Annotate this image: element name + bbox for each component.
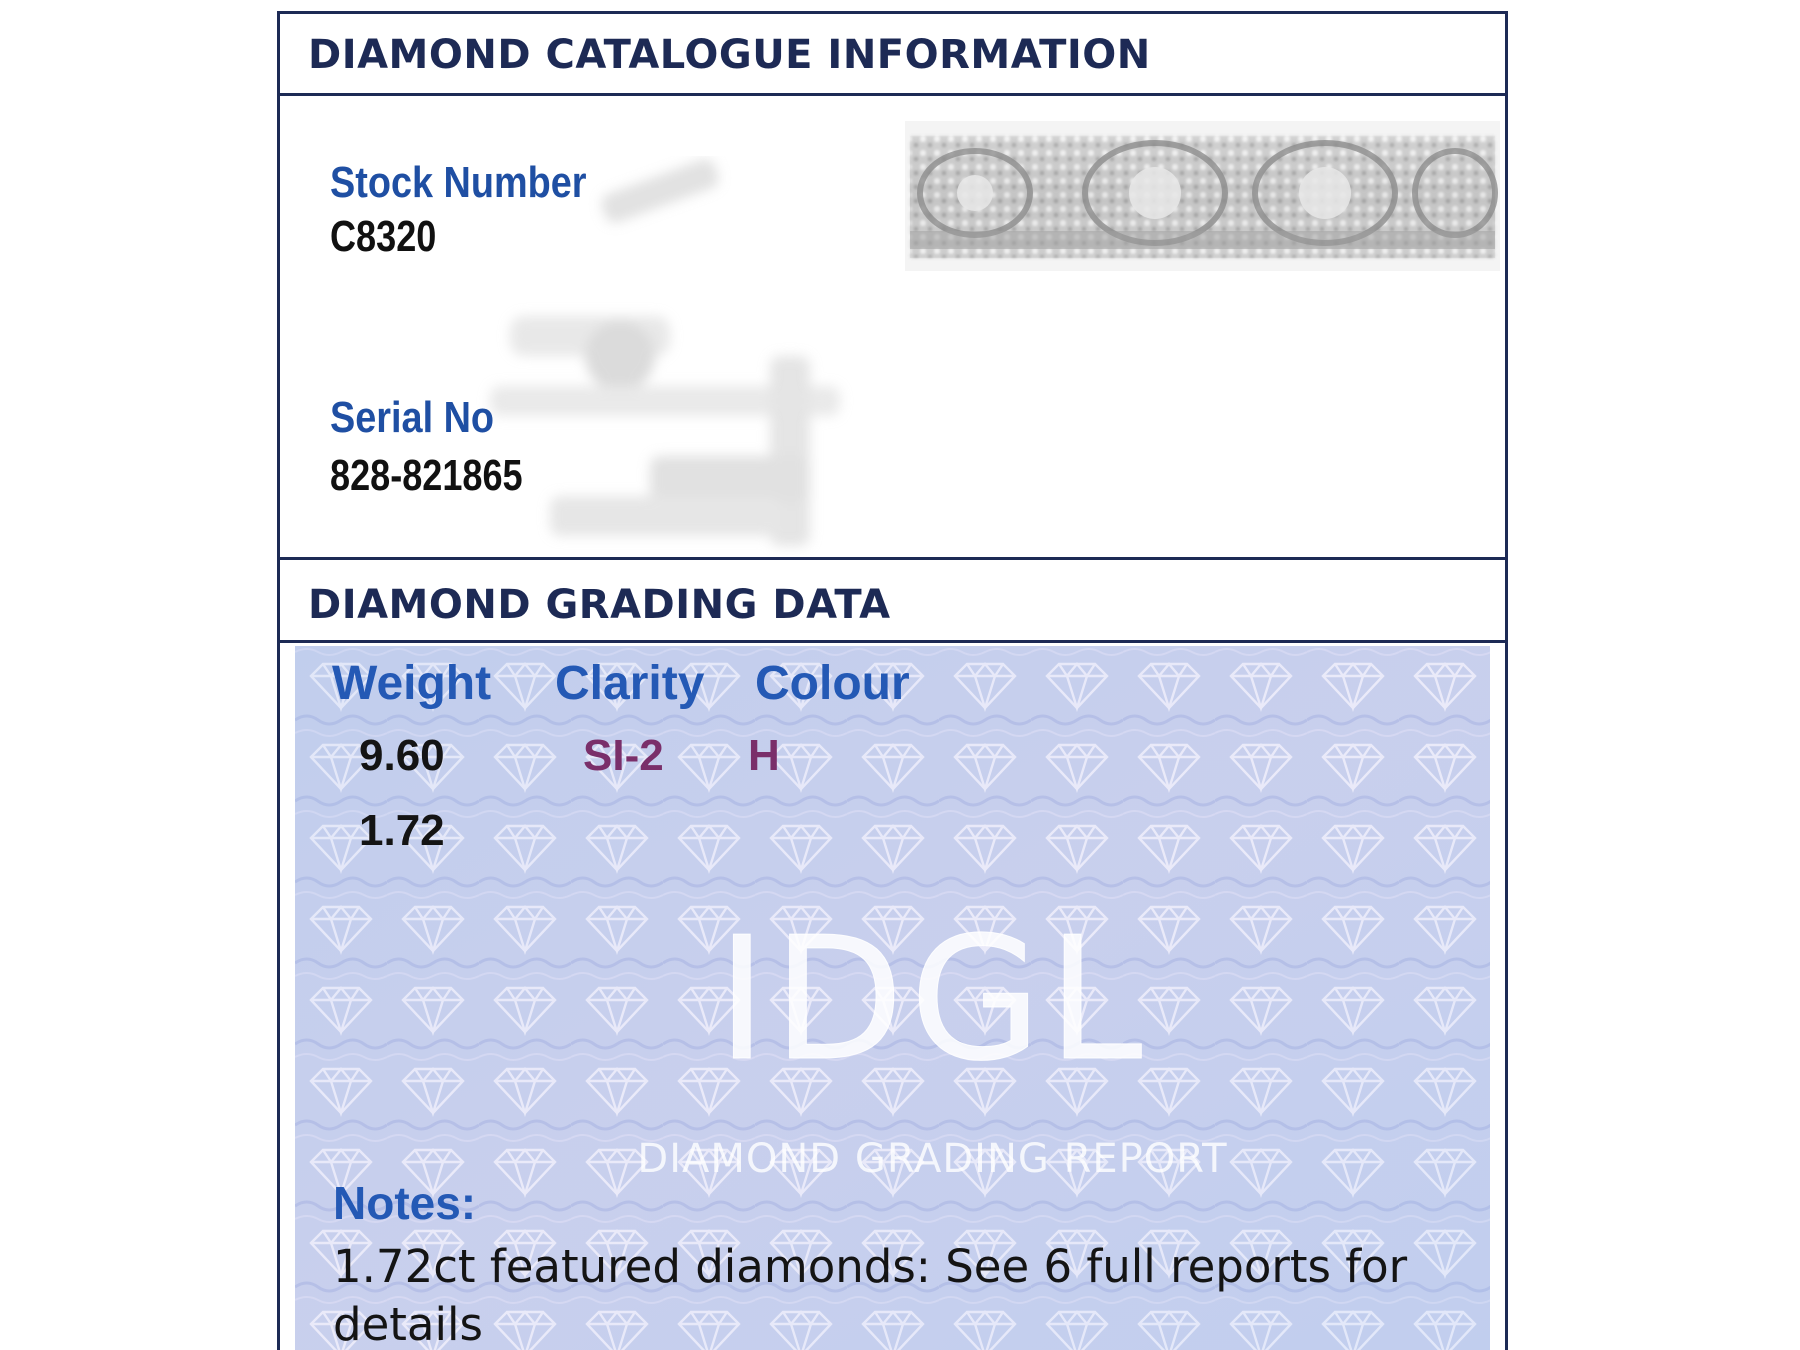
notes-text: 1.72ct featured diamonds: See 6 full reports for details [333,1240,1408,1350]
notes-label: Notes: [333,1177,477,1229]
colour-value-1: H [748,731,780,780]
stock-number-label: Stock Number [330,158,587,207]
catalogue-title: DIAMOND CATALOGUE INFORMATION [308,32,1151,78]
weight-value-2: 1.72 [359,806,445,855]
watermark-subtitle: DIAMOND GRADING REPORT [637,1136,1228,1182]
weight-value-1: 9.60 [359,731,445,780]
bracelet-photo [905,121,1500,271]
stock-number-value: C8320 [330,212,437,261]
catalogue-section [280,96,1505,557]
grading-title: DIAMOND GRADING DATA [308,582,891,628]
grading-header [280,557,1505,643]
grading-section [295,646,1490,1350]
colour-column-header: Colour [755,657,910,710]
clarity-column-header: Clarity [555,657,705,710]
diamond-report-card [277,11,1508,1350]
weight-column-header: Weight [332,657,492,710]
serial-number-value: 828-821865 [330,451,523,500]
serial-number-label: Serial No [330,393,495,442]
clarity-value-1: SI-2 [583,731,664,780]
catalogue-header [280,14,1505,96]
idgl-watermark-logo: IDGL [716,901,1149,1099]
